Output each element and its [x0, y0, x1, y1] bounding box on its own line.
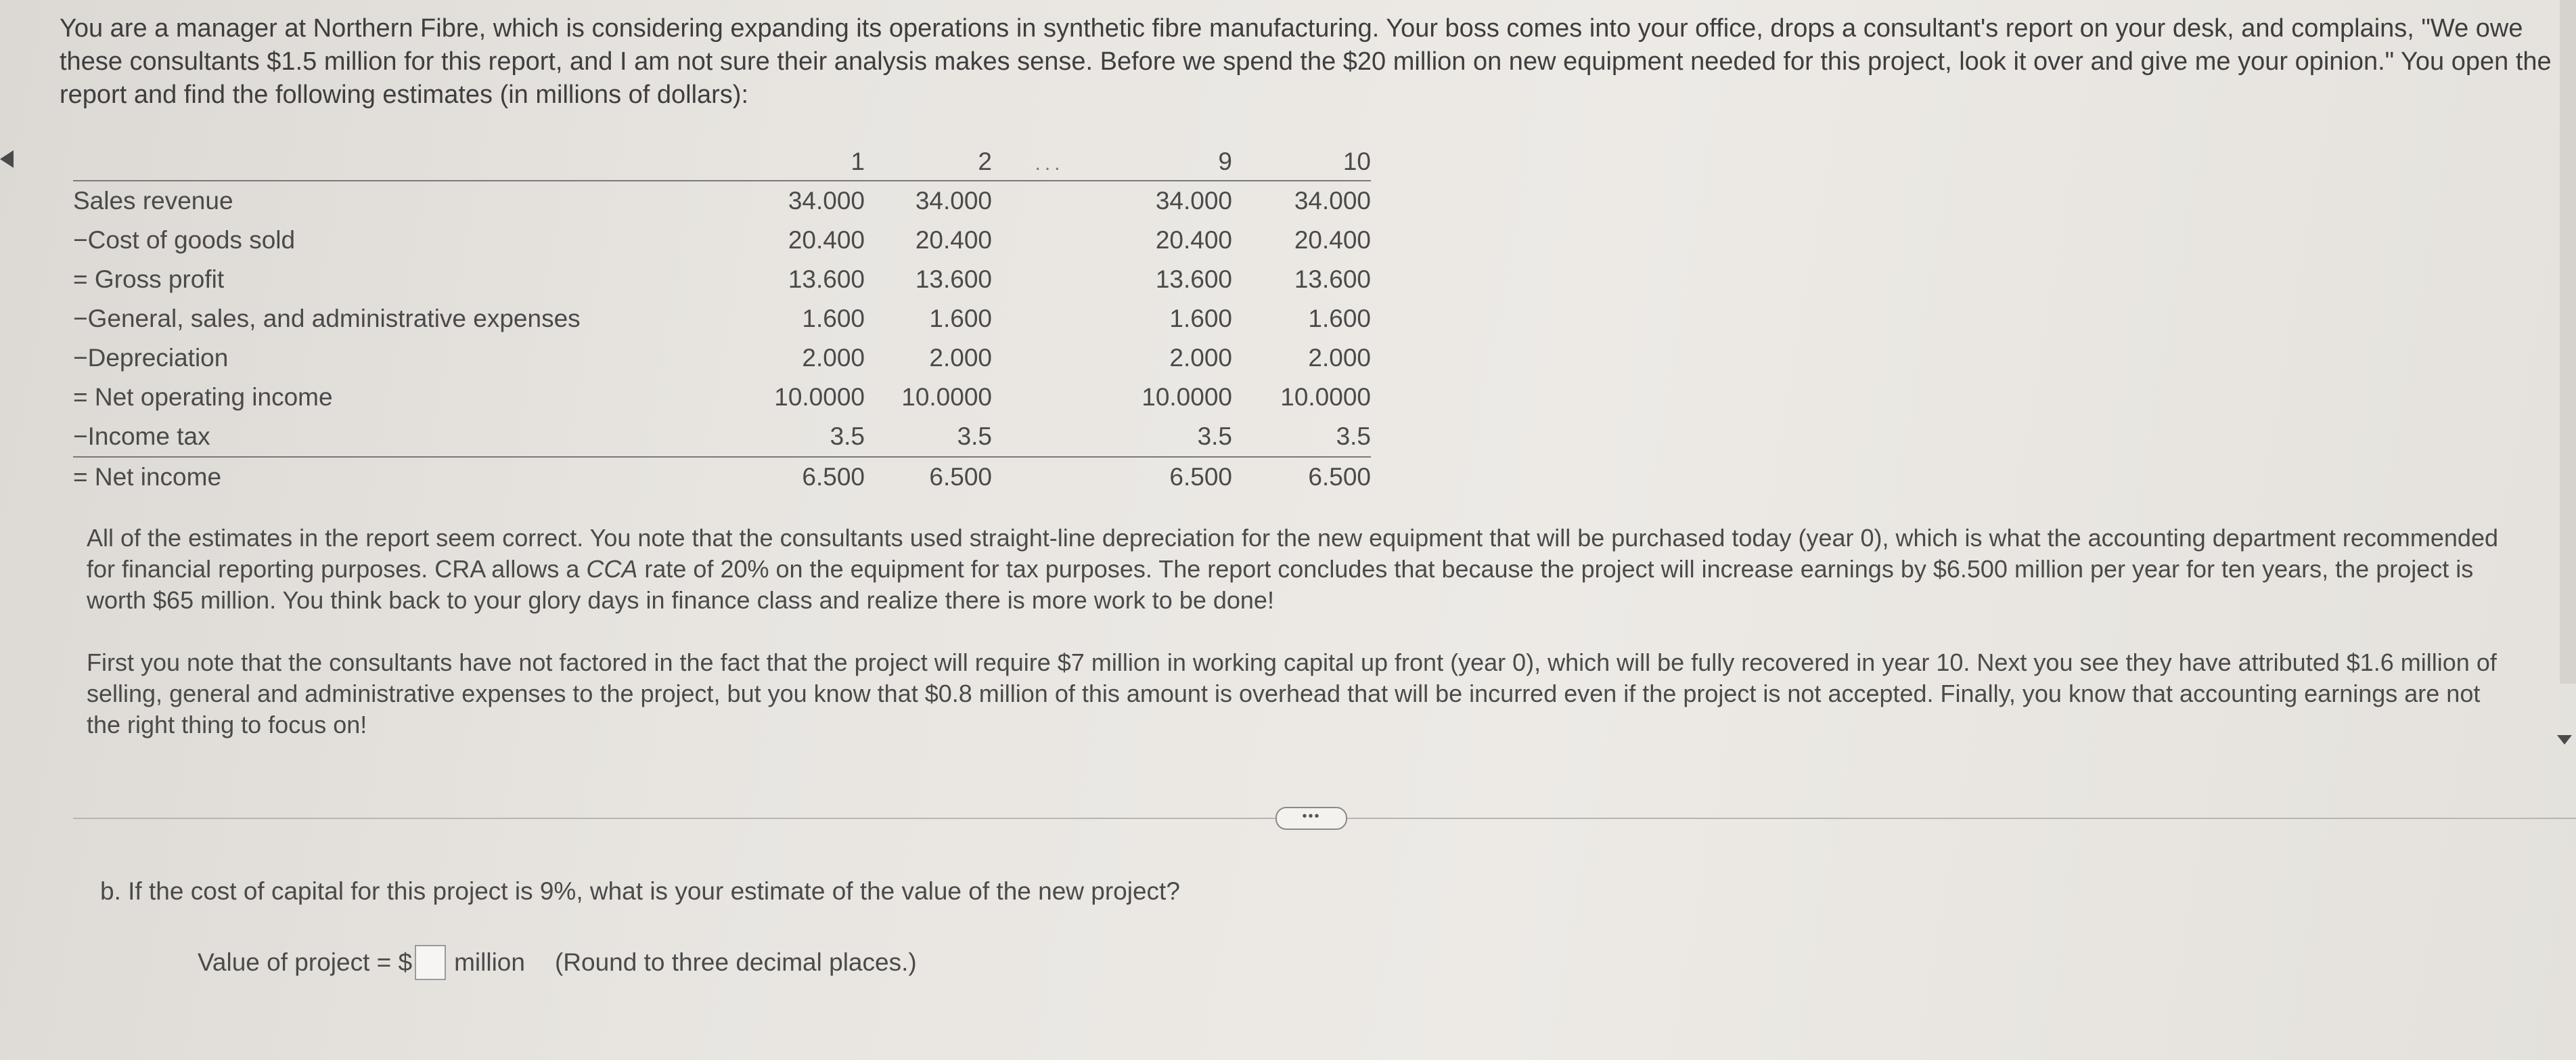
header-label-blank	[73, 143, 682, 181]
table-header-row	[73, 143, 1371, 181]
table-cell: 13.600	[788, 265, 865, 293]
table-cell: 13.600	[1155, 265, 1232, 293]
table-cell	[992, 181, 1107, 221]
scrollbar[interactable]	[2560, 0, 2576, 684]
table-cell: 10.0000	[1280, 383, 1371, 411]
table-row	[73, 299, 1371, 338]
table-cell	[992, 221, 1107, 260]
row-label: = Gross profit	[73, 265, 225, 293]
table-cell	[992, 260, 1107, 299]
table-row	[73, 221, 1371, 260]
header-year: 1	[682, 143, 865, 181]
table-row	[73, 417, 1371, 457]
table-cell: 20.400	[1294, 226, 1371, 254]
row-label: = Net income	[73, 457, 682, 497]
project-value-input[interactable]	[415, 945, 446, 980]
table-cell: 3.5	[957, 422, 992, 450]
table-cell: 13.600	[1294, 265, 1371, 293]
row-label: −Depreciation	[73, 344, 229, 372]
table-row	[73, 181, 1371, 221]
table-cell: 2.000	[802, 344, 865, 372]
table-cell: 3.5	[1336, 422, 1371, 450]
table-cell	[992, 299, 1107, 338]
table-cell: 10.0000	[1142, 383, 1232, 411]
paragraph-text: rate of 20% on the equipment for tax purposes. The report concludes that because the project will increase earnings by $6.500 million per year for ten years, the project is worth $65 million. You think back to your glory days in finance class and realize there is more work to be done!	[87, 555, 2474, 614]
table-cell: 20.400	[1155, 226, 1232, 254]
table-cell: 3.5	[1197, 422, 1232, 450]
table-cell: 1.600	[802, 305, 865, 332]
table-cell: 34.000	[1155, 187, 1232, 215]
table-cell: 2.000	[929, 344, 992, 372]
cca-term: CCA	[586, 555, 638, 583]
table-cell: 13.600	[915, 265, 992, 293]
table-cell	[992, 457, 1107, 497]
row-label: Sales revenue	[73, 187, 233, 215]
header-year: 2	[865, 143, 992, 181]
table-cell: 6.500	[682, 457, 865, 497]
table-cell: 2.000	[1308, 344, 1371, 372]
report-table-container	[73, 143, 1371, 497]
header-year: 9	[1107, 143, 1232, 181]
answer-line	[198, 945, 917, 980]
table-cell: 6.500	[865, 457, 992, 497]
table-cell: 1.600	[929, 305, 992, 332]
row-label: −General, sales, and administrative expenses	[73, 305, 581, 332]
table-row	[73, 260, 1371, 299]
table-row	[73, 378, 1371, 417]
table-cell: 3.5	[830, 422, 865, 450]
table-cell: 34.000	[1294, 187, 1371, 215]
rounding-hint: (Round to three decimal places.)	[554, 948, 917, 976]
table-row	[73, 338, 1371, 378]
paragraph-estimates	[87, 523, 2516, 616]
question-b: b. If the cost of capital for this project is 9%, what is your estimate of the value of the new project?	[100, 877, 1180, 905]
problem-intro: You are a manager at Northern Fibre, which is considering expanding its operations in synthetic fibre manufacturing. Your boss comes into your office, drops a consultant's report on your desk, and complains, "We owe these consultants $1.5 million for this report, and I am not sure their analysis makes sense. Before we spend the $20 million on new equipment needed for this project, look it over and give me your opinion." You open the report and find the following estimates (in millions of dollars):	[60, 14, 2552, 109]
answer-prefix: Value of project = $	[198, 948, 413, 976]
answer-unit: million	[454, 948, 525, 976]
table-cell: 20.400	[915, 226, 992, 254]
table-cell: 10.0000	[901, 383, 992, 411]
paragraph-text: All of the estimates in the report seem correct. You note that the consultants used straight-line depreciation for the new equipment that will be purchased today (year 0), which is what the accounting department recommended for financial reporting purposes. CRA allows a	[87, 524, 2498, 583]
table-cell: 34.000	[788, 187, 865, 215]
table-cell: 6.500	[1232, 457, 1371, 497]
ellipsis-icon: ...	[1035, 152, 1064, 175]
table-cell: 20.400	[788, 226, 865, 254]
table-cell	[992, 378, 1107, 417]
report-table	[73, 143, 1371, 497]
row-label: = Net operating income	[73, 383, 333, 411]
row-label: −Cost of goods sold	[73, 226, 296, 254]
header-year: 10	[1232, 143, 1371, 181]
table-cell	[992, 338, 1107, 378]
table-row	[73, 457, 1371, 497]
expand-more-button[interactable]: •••	[1275, 807, 1347, 830]
paragraph-adjustments: First you note that the consultants have not factored in the fact that the project will require $7 million in working capital up front (year 0), which will be fully recovered in year 10. Next you see they have attributed $1.6 million of selling, general and administrative expenses to the project, but you know that $0.8 million of this amount is overhead that will be incurred even if the project is not accepted. Finally, you know that accounting earnings are not the right thing to focus on!	[87, 648, 2497, 738]
table-cell: 1.600	[1169, 305, 1232, 332]
table-cell	[992, 417, 1107, 457]
table-cell: 6.500	[1107, 457, 1232, 497]
row-label: −Income tax	[73, 422, 210, 450]
header-ellipsis	[992, 143, 1107, 181]
collapse-left-arrow-icon[interactable]	[0, 150, 14, 168]
table-cell: 34.000	[915, 187, 992, 215]
table-cell: 1.600	[1308, 305, 1371, 332]
table-cell: 10.0000	[774, 383, 865, 411]
table-cell: 2.000	[1169, 344, 1232, 372]
scroll-down-arrow-icon[interactable]	[2557, 735, 2572, 745]
